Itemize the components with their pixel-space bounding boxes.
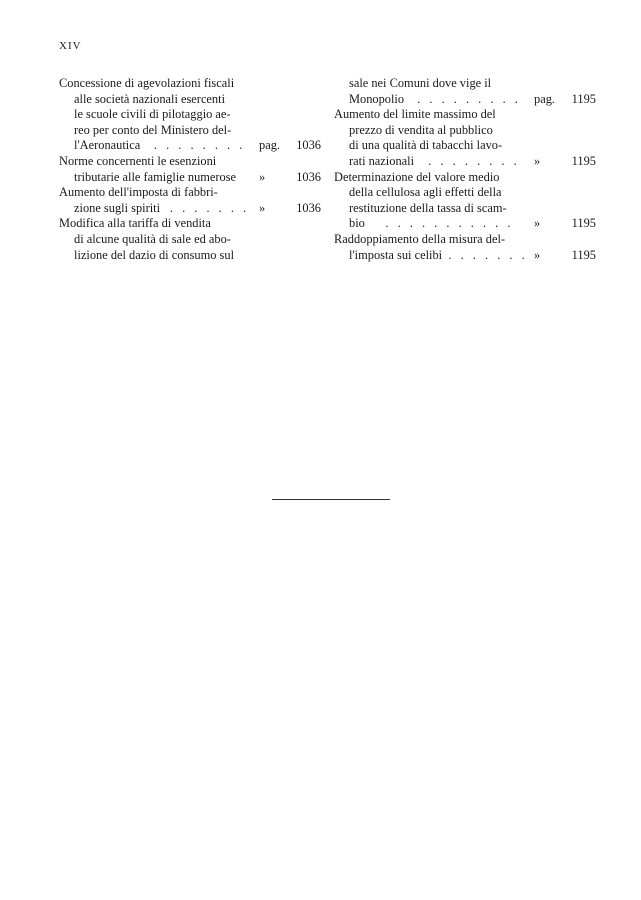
- index-entry: [334, 107, 596, 169]
- section-divider: [272, 499, 390, 500]
- page-marker: »: [534, 216, 541, 231]
- index-entry: [334, 232, 596, 263]
- dot-leader: . . . . . . .: [169, 200, 250, 215]
- entry-line: Aumento del limite massimo del: [334, 107, 496, 122]
- page-reference: 1195: [571, 247, 596, 262]
- page-marker: »: [534, 247, 541, 262]
- page-number: XIV: [59, 40, 82, 52]
- entry-text: Monopolio: [349, 91, 405, 106]
- index-entry: [59, 185, 321, 216]
- entry-last-line: [59, 170, 321, 186]
- page-marker: »: [534, 153, 541, 168]
- dot-leader: . . . . . . . . .: [417, 91, 521, 106]
- dot-leader: . . . . . . . . . . .: [385, 216, 514, 231]
- dot-leader: . . . . . . .: [448, 247, 528, 262]
- entry-text: zione sugli spiriti: [74, 200, 161, 215]
- entry-line: Determinazione del valore medio: [334, 169, 500, 184]
- page-reference: 1036: [296, 138, 321, 153]
- entry-line: Modifica alla tariffa di vendita: [59, 216, 211, 231]
- page-marker: pag.: [534, 91, 555, 106]
- page-reference: 1036: [296, 200, 321, 215]
- page-reference: 1036: [296, 169, 321, 184]
- entry-last-line: [59, 201, 321, 217]
- page-marker: pag.: [259, 138, 280, 153]
- page-reference: 1195: [571, 91, 596, 106]
- entry-line: Raddoppiamento della misura del-: [334, 231, 506, 246]
- page-reference: 1195: [571, 216, 596, 231]
- entry-last-line: [59, 138, 321, 154]
- entry-line: sale nei Comuni dove vige il: [349, 76, 492, 90]
- entry-line: le scuole civili di pilotaggio ae-: [74, 107, 231, 122]
- entry-text: l'Aeronautica: [74, 138, 141, 153]
- dot-leader: . . . . . . . .: [428, 153, 520, 168]
- entry-line: lizione del dazio di consumo sul: [74, 247, 235, 262]
- entry-line: di una qualità di tabacchi lavo-: [349, 138, 503, 153]
- page-marker: »: [259, 169, 266, 184]
- entry-last-line: [334, 248, 596, 264]
- entry-text: tributarie alle famiglie numerose: [74, 169, 237, 184]
- index-entry: [334, 76, 596, 107]
- entry-line: di alcune qualità di sale ed abo-: [74, 231, 231, 246]
- entry-line: della cellulosa agli effetti della: [349, 185, 502, 200]
- index-entry: [334, 170, 596, 232]
- entry-line: Aumento dell'imposta di fabbri-: [59, 185, 218, 200]
- entry-last-line: [334, 92, 596, 108]
- entry-line: restituzione della tassa di scam-: [349, 200, 507, 215]
- entry-line: alle società nazionali esercenti: [74, 91, 226, 106]
- entry-text: l'imposta sui celibi: [349, 247, 443, 262]
- index-column-left: [59, 76, 321, 263]
- entry-line: Concessione di agevolazioni fiscali: [59, 76, 235, 90]
- page-reference: 1195: [571, 153, 596, 168]
- index-entry: [59, 76, 321, 154]
- index-entry: [59, 216, 321, 263]
- entry-text: rati nazionali: [349, 153, 415, 168]
- entry-last-line: [334, 216, 596, 232]
- index-column-right: [334, 76, 596, 263]
- entry-line: prezzo di vendita al pubblico: [349, 122, 493, 137]
- entry-last-line: [334, 154, 596, 170]
- entry-line: Norme concernenti le esenzioni: [59, 153, 217, 168]
- index-entry: [59, 154, 321, 185]
- entry-text: bio: [349, 216, 365, 231]
- page-marker: »: [259, 200, 266, 215]
- dot-leader: . . . . . . . .: [153, 138, 246, 153]
- entry-line: reo per conto del Ministero del-: [74, 122, 232, 137]
